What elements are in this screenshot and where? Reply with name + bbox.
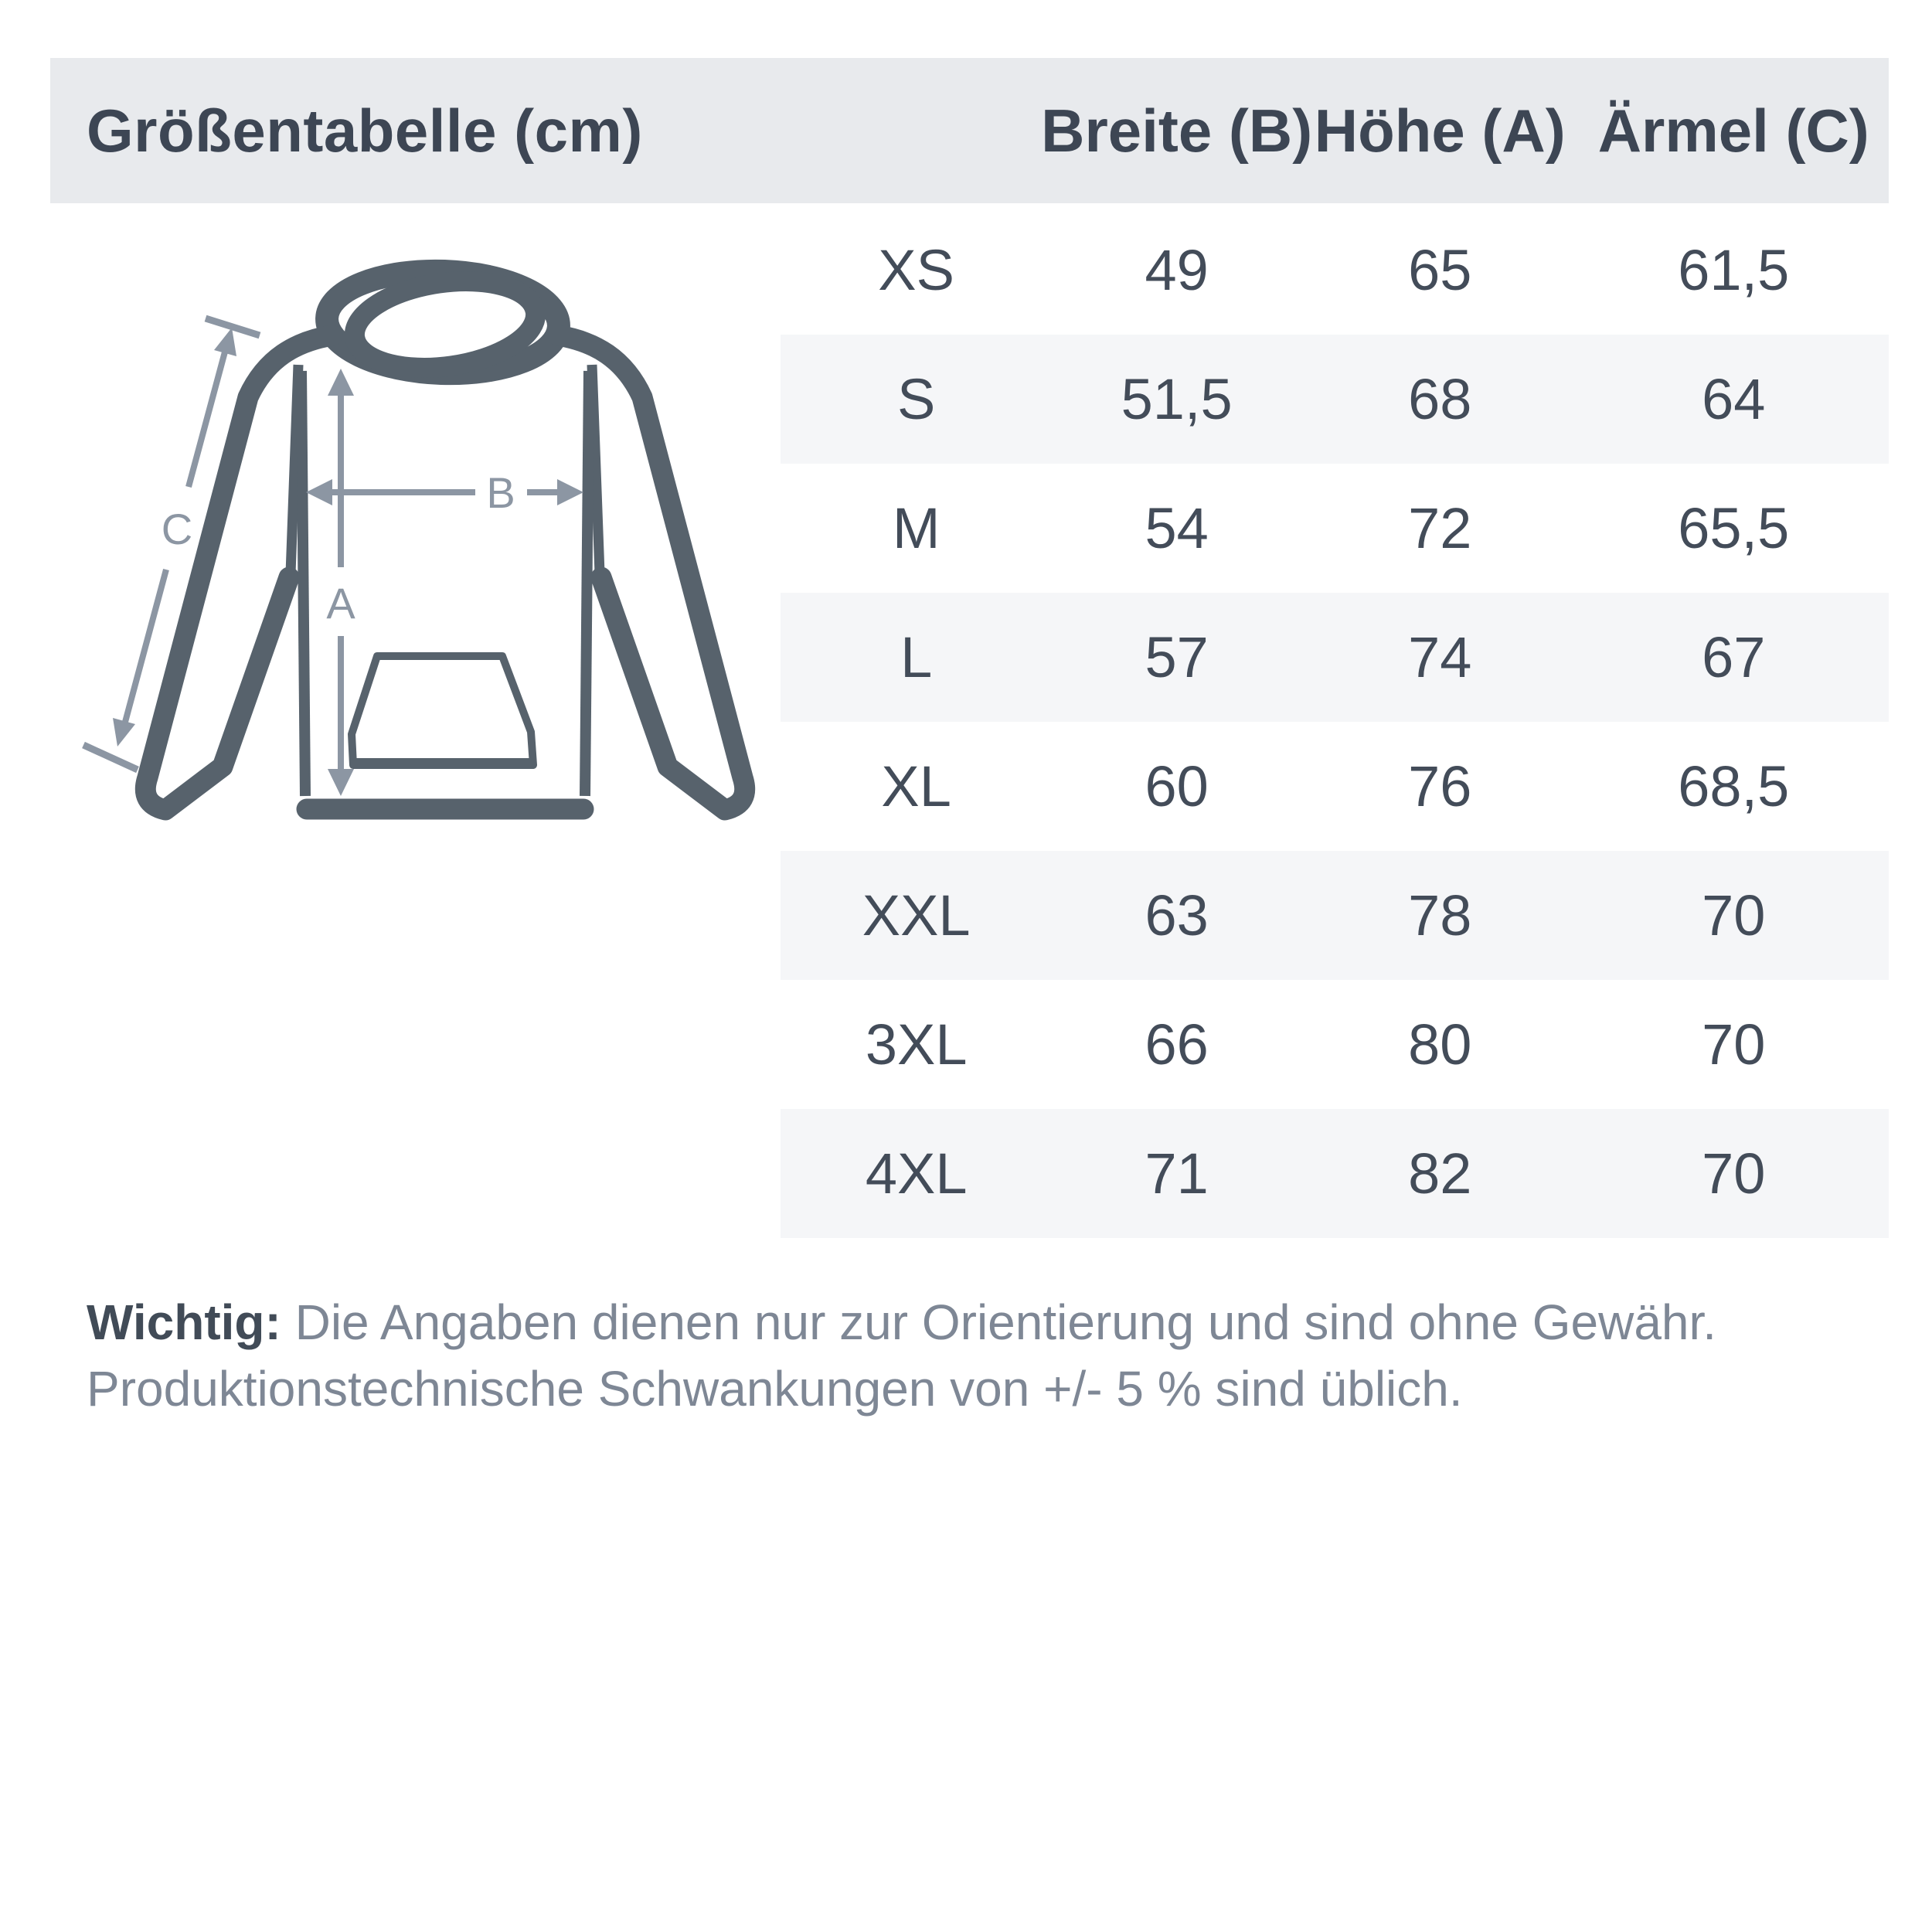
value-cell: 70 <box>1702 1012 1766 1077</box>
size-cell: XXL <box>862 883 971 947</box>
value-cell: 49 <box>1145 238 1209 302</box>
table-header-band <box>50 58 1889 203</box>
table-row <box>781 593 1889 722</box>
value-cell: 70 <box>1702 1141 1766 1206</box>
footer-line-1-text: Die Angaben dienen nur zur Orientierung und sind ohne Gewähr. <box>281 1294 1717 1350</box>
value-cell: 51,5 <box>1121 367 1233 431</box>
value-cell: 68 <box>1408 367 1472 431</box>
footer-line-2: Produktionstechnische Schwankungen von +/- 5 % sind üblich. <box>87 1361 1463 1417</box>
table-row <box>781 206 1889 335</box>
value-cell: 78 <box>1408 883 1472 947</box>
value-cell: 68,5 <box>1678 754 1790 818</box>
size-cell: M <box>892 496 940 560</box>
measure-label-c: C <box>161 505 193 553</box>
value-cell: 64 <box>1702 367 1766 431</box>
table-row <box>781 851 1889 980</box>
value-cell: 63 <box>1145 883 1209 947</box>
column-header-breite: Breite (B) <box>1041 96 1313 165</box>
value-cell: 60 <box>1145 754 1209 818</box>
footer-note <box>87 1289 1864 1422</box>
page-title: Größentabelle (cm) <box>87 96 643 165</box>
measure-label-b: B <box>486 468 515 517</box>
value-cell: 70 <box>1702 883 1766 947</box>
column-headers <box>781 58 1889 203</box>
size-cell: XL <box>881 754 951 818</box>
value-cell: 65,5 <box>1678 496 1790 560</box>
kangaroo-pocket <box>352 656 533 765</box>
body-right-edge <box>585 371 589 796</box>
table-row <box>781 1109 1889 1238</box>
size-cell: 4XL <box>865 1141 968 1206</box>
measure-c-bottom-tick <box>83 745 138 770</box>
value-cell: 67 <box>1702 625 1766 689</box>
body-left-edge <box>301 371 305 796</box>
measure-b-arrow <box>306 479 583 505</box>
value-cell: 74 <box>1408 625 1472 689</box>
value-cell: 57 <box>1145 625 1209 689</box>
measure-label-a: A <box>326 579 355 628</box>
value-cell: 61,5 <box>1678 238 1790 302</box>
value-cell: 82 <box>1408 1141 1472 1206</box>
footer-important-label: Wichtig: <box>87 1294 281 1350</box>
value-cell: 76 <box>1408 754 1472 818</box>
size-cell: L <box>900 625 933 689</box>
value-cell: 72 <box>1408 496 1472 560</box>
column-header-aermel: Ärmel (C) <box>1597 96 1869 165</box>
footer-line-1 <box>87 1289 1864 1355</box>
hoodie-outline-icon <box>145 267 744 810</box>
size-cell: XS <box>878 238 955 302</box>
table-row <box>781 980 1889 1109</box>
value-cell: 80 <box>1408 1012 1472 1077</box>
column-header-hoehe: Höhe (A) <box>1314 96 1566 165</box>
size-cell: S <box>896 367 936 431</box>
hoodie-measurement-diagram <box>62 232 804 866</box>
value-cell: 65 <box>1408 238 1472 302</box>
table-row <box>781 722 1889 851</box>
table-row <box>781 335 1889 464</box>
table-row <box>781 464 1889 593</box>
column-header-spacer <box>781 58 1052 203</box>
size-cell: 3XL <box>865 1012 968 1077</box>
value-cell: 66 <box>1145 1012 1209 1077</box>
size-table-body <box>781 206 1889 1238</box>
value-cell: 54 <box>1145 496 1209 560</box>
value-cell: 71 <box>1145 1141 1209 1206</box>
